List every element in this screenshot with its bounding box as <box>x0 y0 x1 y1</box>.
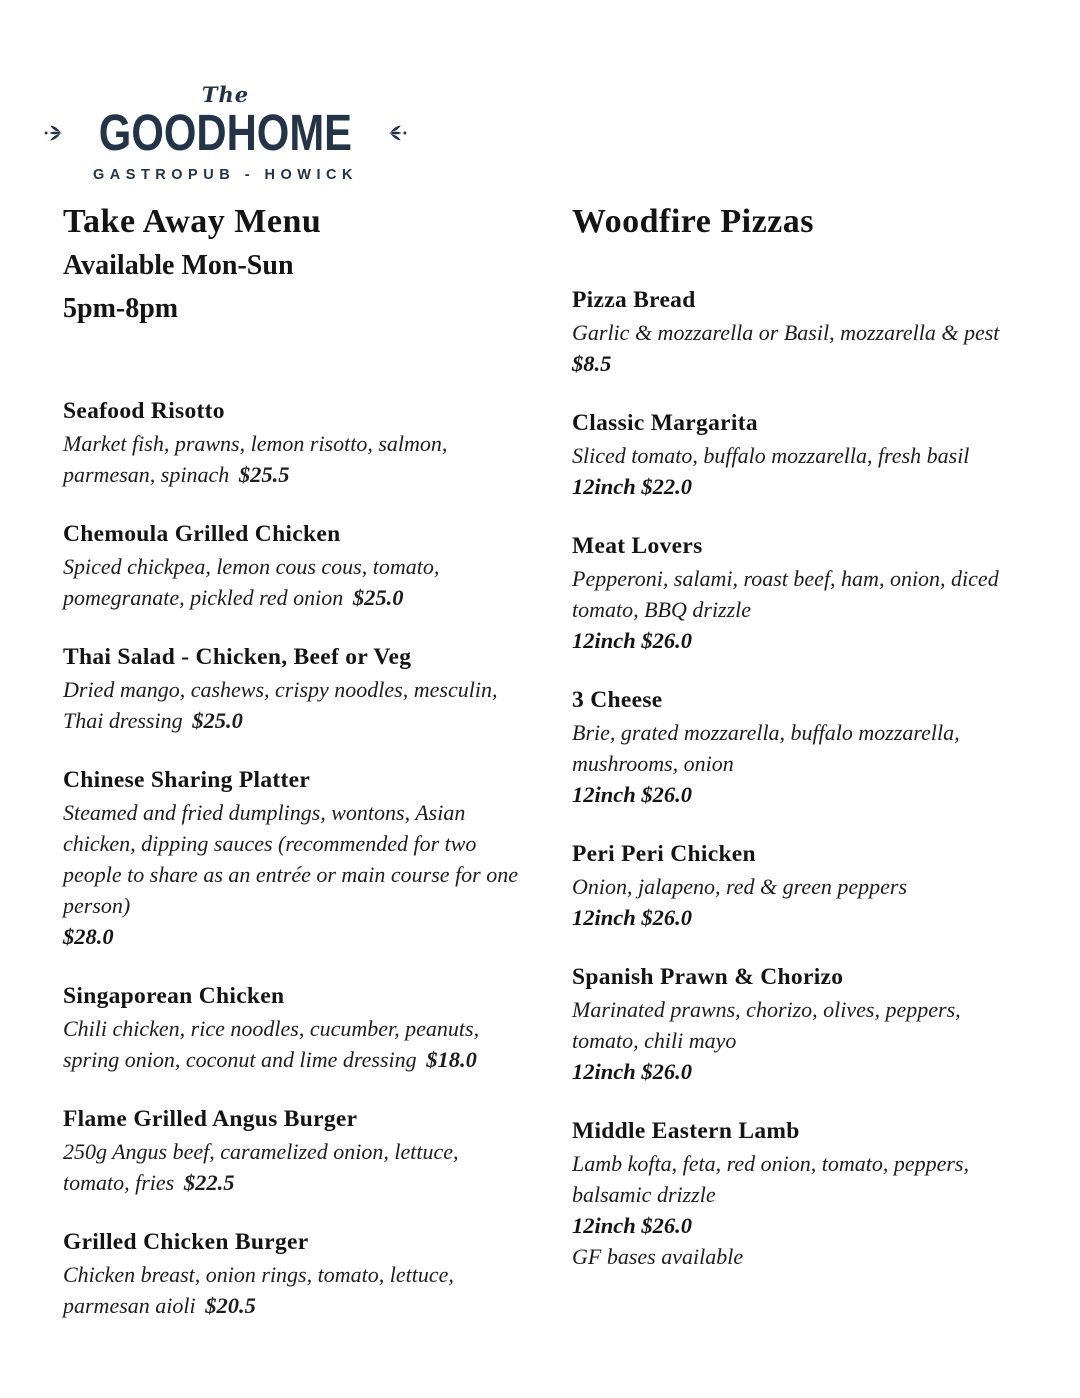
item-price: $20.5 <box>199 1293 256 1318</box>
item-name: Flame Grilled Angus Burger <box>63 1106 358 1132</box>
item-description <box>63 797 518 921</box>
menu-item <box>572 839 1012 933</box>
item-description <box>63 1136 518 1198</box>
item-name: Thai Salad - Chicken, Beef or Veg <box>63 644 412 670</box>
takeaway-title-block <box>63 200 518 330</box>
item-description <box>572 317 1012 348</box>
item-name: Pizza Bread <box>572 287 696 313</box>
item-description-text: Sliced tomato, buffalo mozzarella, fresh basil <box>572 443 970 468</box>
menu-item <box>63 765 518 952</box>
item-price: $25.0 <box>347 585 404 610</box>
item-description <box>572 563 1012 625</box>
sprig-leaf-right-icon <box>387 122 409 144</box>
item-price: 12inch $22.0 <box>572 474 693 499</box>
item-price: 12inch $26.0 <box>572 628 693 653</box>
pizzas-items-list <box>572 285 1012 1272</box>
item-name: Peri Peri Chicken <box>572 841 756 867</box>
sprig-leaf-left-icon <box>42 122 64 144</box>
menu-item <box>63 1227 518 1321</box>
item-description <box>572 440 1012 471</box>
item-description-text: Market fish, prawns, lemon risotto, salmon, parmesan, spinach <box>63 431 448 487</box>
item-description-text: Marinated prawns, chorizo, olives, peppers, tomato, chili mayo <box>572 997 961 1053</box>
item-description-text: 250g Angus beef, caramelized onion, lettuce, tomato, fries <box>63 1139 459 1195</box>
item-price: 12inch $26.0 <box>572 782 693 807</box>
logo <box>58 82 393 183</box>
menu-item <box>572 285 1012 379</box>
item-description-text: Lamb kofta, feta, red onion, tomato, peppers, balsamic drizzle <box>572 1151 969 1207</box>
menu-item <box>63 981 518 1075</box>
takeaway-items-list <box>63 396 518 1321</box>
item-description-text: Dried mango, cashews, crispy noodles, mesculin, Thai dressing <box>63 677 498 733</box>
item-price: $25.0 <box>186 708 243 733</box>
menu-item <box>572 1116 1012 1272</box>
logo-subtitle-text: GASTROPUB - HOWICK <box>93 167 358 183</box>
item-description <box>63 551 518 613</box>
menu-item <box>572 531 1012 656</box>
item-name: Chemoula Grilled Chicken <box>63 521 341 547</box>
item-price: 12inch $26.0 <box>572 905 693 930</box>
item-description <box>63 1259 518 1321</box>
item-note: GF bases available <box>572 1244 744 1269</box>
item-price: $8.5 <box>572 351 612 376</box>
item-price: $28.0 <box>63 924 114 949</box>
item-description-text: Pepperoni, salami, roast beef, ham, onion, diced tomato, BBQ drizzle <box>572 566 999 622</box>
pizzas-column <box>572 200 1012 1350</box>
item-name: Chinese Sharing Platter <box>63 767 311 793</box>
item-description <box>63 674 518 736</box>
item-description-text: Chicken breast, onion rings, tomato, lettuce, parmesan aioli <box>63 1262 454 1318</box>
item-name: 3 Cheese <box>572 687 663 713</box>
item-name: Classic Margarita <box>572 410 758 436</box>
menu-columns <box>63 200 1012 1350</box>
item-description <box>63 428 518 490</box>
item-description <box>63 1013 518 1075</box>
item-description <box>572 717 1012 779</box>
item-name: Grilled Chicken Burger <box>63 1229 309 1255</box>
takeaway-hours: 5pm-8pm <box>63 293 179 324</box>
logo-wordmark-row <box>58 104 393 161</box>
item-description <box>572 1148 1012 1210</box>
menu-item <box>63 396 518 490</box>
menu-item <box>572 962 1012 1087</box>
item-description-text: Garlic & mozzarella or Basil, mozzarella & pest <box>572 320 1000 345</box>
item-name: Spanish Prawn & Chorizo <box>572 964 844 990</box>
item-description-text: Spiced chickpea, lemon cous cous, tomato, pomegranate, pickled red onion <box>63 554 440 610</box>
logo-the-text: The <box>201 82 250 107</box>
item-name: Singaporean Chicken <box>63 983 285 1009</box>
item-price: 12inch $26.0 <box>572 1059 693 1084</box>
pizzas-title: Woodfire Pizzas <box>572 203 814 240</box>
item-price: $18.0 <box>420 1047 477 1072</box>
menu-item <box>572 685 1012 810</box>
takeaway-availability: Available Mon-Sun <box>63 250 294 281</box>
logo-name-text: GOODHOME <box>98 104 353 161</box>
menu-item <box>63 642 518 736</box>
item-description <box>572 994 1012 1056</box>
item-price: 12inch $26.0 <box>572 1213 693 1238</box>
item-description-text: Onion, jalapeno, red & green peppers <box>572 874 908 899</box>
takeaway-column <box>63 200 518 1350</box>
item-name: Middle Eastern Lamb <box>572 1118 800 1144</box>
menu-item <box>63 519 518 613</box>
item-description-text: Brie, grated mozzarella, buffalo mozzarella, mushrooms, onion <box>572 720 960 776</box>
item-description <box>572 871 1012 902</box>
menu-item <box>572 408 1012 502</box>
item-price: $22.5 <box>178 1170 235 1195</box>
item-name: Seafood Risotto <box>63 398 225 424</box>
item-description-text: Chili chicken, rice noodles, cucumber, peanuts, spring onion, coconut and lime dressing <box>63 1016 480 1072</box>
item-name: Meat Lovers <box>572 533 703 559</box>
item-price: $25.5 <box>233 462 290 487</box>
item-description-text: Steamed and fried dumplings, wontons, Asian chicken, dipping sauces (recommended for two people to share as an entrée or main course for one person) <box>63 800 519 918</box>
takeaway-title: Take Away Menu <box>63 203 322 240</box>
menu-item <box>63 1104 518 1198</box>
